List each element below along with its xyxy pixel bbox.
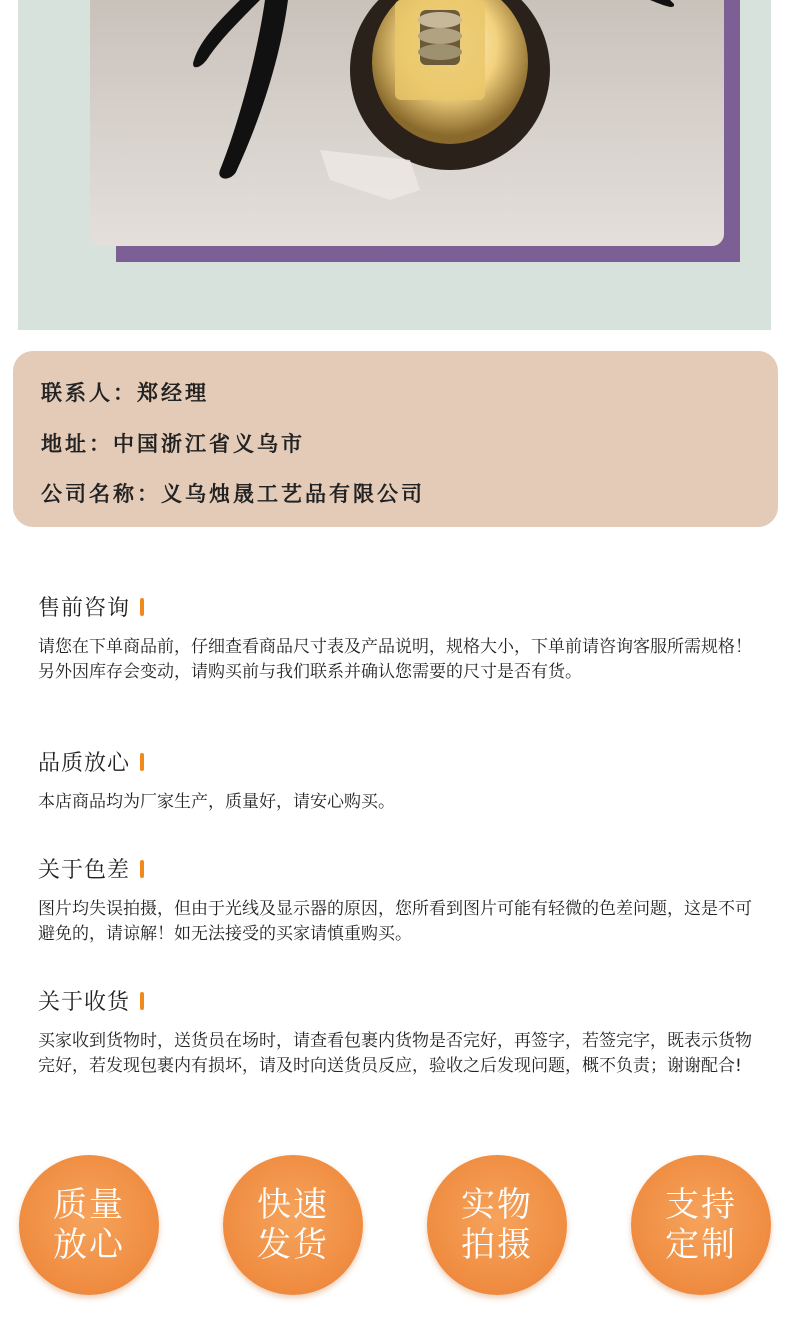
- section-title-text: 售前咨询: [38, 596, 131, 621]
- section-text-receipt: 买家收到货物时，送货员在场时，请查看包裹内货物是否完好，再签字，若签完字，既表示货物完好，若发现包裹内有损坏，请及时向送货员反应，验收之后发现问题，概不负责；谢谢配合!: [38, 1031, 752, 1076]
- badge-line2: 放心: [53, 1225, 125, 1265]
- badge-line1: 快速: [257, 1185, 329, 1225]
- product-photo: [90, 0, 724, 246]
- badge-line1: 实物: [461, 1185, 533, 1225]
- section-text-color: 图片均失误拍摄，但由于光线及显示器的原因，您所看到图片可能有轻微的色差问题，这是不可避免的，请谅解！如无法接受的买家请慎重购买。: [38, 899, 752, 944]
- title-accent-bar: [140, 860, 144, 878]
- section-title-text: 关于收货: [38, 990, 131, 1015]
- badge-customization: [631, 1155, 771, 1295]
- section-title-quality: [38, 746, 144, 777]
- title-accent-bar: [140, 753, 144, 771]
- badge-line2: 拍摄: [461, 1225, 533, 1265]
- contact-card: [13, 351, 778, 527]
- section-title-color: [38, 853, 144, 884]
- badge-line1: 质量: [53, 1185, 125, 1225]
- contact-person: 联系人：郑经理: [41, 381, 209, 405]
- title-accent-bar: [140, 992, 144, 1010]
- badge-fast-shipping: [223, 1155, 363, 1295]
- product-photo-area: [18, 0, 771, 330]
- badge-quality: [19, 1155, 159, 1295]
- contact-company: 公司名称：义乌烛晟工艺品有限公司: [41, 482, 425, 506]
- title-accent-bar: [140, 598, 144, 616]
- section-text-presale: 请您在下单商品前，仔细查看商品尺寸表及产品说明，规格大小，下单前请咨询客服所需规格！另外因库存会变动，请购买前与我们联系并确认您需要的尺寸是否有货。: [38, 637, 752, 682]
- contact-address: 地址：中国浙江省义乌市: [41, 432, 305, 456]
- badge-line2: 发货: [257, 1225, 329, 1265]
- section-title-text: 品质放心: [38, 751, 131, 776]
- section-title-presale: [38, 591, 144, 622]
- badge-real-photo: [427, 1155, 567, 1295]
- section-title-receipt: [38, 985, 144, 1016]
- section-text-quality: 本店商品均为厂家生产，质量好，请安心购买。: [38, 792, 395, 812]
- badge-line1: 支持: [665, 1185, 737, 1225]
- badge-line2: 定制: [665, 1225, 737, 1265]
- section-title-text: 关于色差: [38, 858, 131, 883]
